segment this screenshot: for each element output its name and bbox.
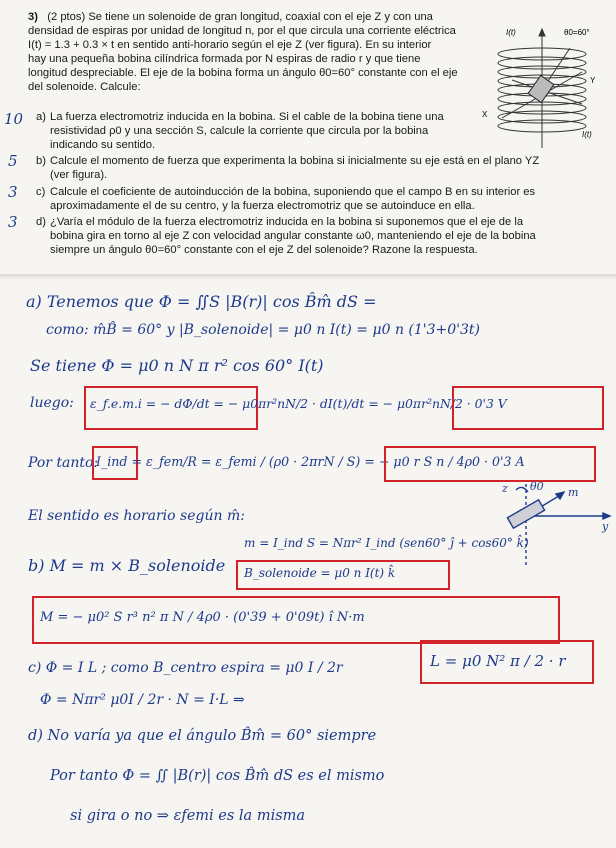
- item-d-label: d): [36, 216, 46, 228]
- item-d-line-0: ¿Varía el módulo de la fuerza electromotriz inducida en la bobina si suponemos que el eje de la: [50, 216, 524, 228]
- hw-line-7: El sentido es horario según m̂:: [28, 508, 245, 524]
- score-d: 3: [8, 213, 18, 231]
- hw-line-5: Por tanto:: [28, 455, 99, 471]
- coil-sketch: [476, 480, 616, 570]
- score-b: 5: [8, 152, 18, 170]
- answer-box-current-value: [384, 446, 596, 482]
- hw-line-17: si gira o no ⇒ εfemi es la misma: [70, 808, 306, 824]
- score-a: 10: [4, 110, 24, 128]
- hw-line-1: como: m̂B̂ = 60° y |B_solenoide| = μ0 n I(t) = μ0 n (1'3+0'3t): [46, 322, 481, 338]
- score-c: 3: [8, 183, 18, 201]
- statement-line-2: I(t) = 1.3 + 0.3 × t en sentido anti-horario según el eje Z (ver figura). En su interior: [28, 39, 432, 51]
- item-d-line-2: siempre un ángulo θ0=60° constante con el eje Z del solenoide? Razone la respuesta.: [50, 244, 478, 256]
- problem-points: (2 ptos): [47, 11, 86, 23]
- hw-line-0: a) Tenemos que Φ = ∬S |B(r)| cos B̂m̂ dS =: [26, 292, 377, 311]
- item-d-line-1: bobina gira en torno al eje Z con velocidad angular constante ω0, manteniendo el eje de la bobina: [50, 230, 536, 242]
- hw-line-13: Φ = Nπr² μ0I / 2r · N = I·L ⇒: [40, 692, 245, 708]
- item-b-label: b): [36, 155, 46, 167]
- item-b-line-1: (ver figura).: [50, 169, 108, 181]
- statement-line-0: Se tiene un solenoide de gran longitud, coaxial con el eje Z y con una: [88, 11, 433, 23]
- statement-line-3: hay una pequeña bobina cilíndrica formada por N espiras de radio r y que tiene: [28, 53, 421, 65]
- item-b-line-0: Calcule el momento de fuerza que experimenta la bobina si inicialmente su eje está en el plano YZ: [50, 155, 540, 167]
- item-c-line-1: aproximadamente el de su centro, y la fuerza electromotriz que se autoinduce en ella.: [50, 200, 475, 212]
- problem-number: 3): [28, 11, 38, 23]
- item-c: [36, 185, 595, 213]
- statement-line-4: longitud despreciable. El eje de la bobina forma un ángulo θ0=60° constante con el eje: [28, 67, 458, 79]
- hw-line-15: d) No varía ya que el ángulo B̂m̂ = 60° siempre: [28, 728, 377, 744]
- hw-line-10: B_solenoide = μ0 n I(t) k̂: [244, 566, 396, 580]
- item-a-label: a): [36, 111, 46, 123]
- hw-line-3: luego:: [30, 395, 74, 411]
- item-c-line-0: Calcule el coeficiente de autoinducción de la bobina, suponiendo que el campo B en su interior es: [50, 186, 536, 198]
- item-a-line-2: indicando su sentido.: [50, 139, 156, 151]
- problem-header: [28, 10, 483, 94]
- coil-m-label: m: [568, 486, 579, 499]
- hw-line-14: L = μ0 N² π / 2 · r: [430, 652, 566, 670]
- item-c-label: c): [36, 186, 46, 198]
- figure-current-label: I(t): [506, 28, 516, 37]
- item-d: [36, 215, 595, 257]
- item-a: [36, 110, 480, 152]
- answer-box-field: [236, 560, 450, 590]
- coil-y-label: y: [602, 520, 609, 533]
- hw-line-9: m = I_ind S = Nπr² I_ind (sen60° ĵ + cos60° k̂): [244, 536, 529, 550]
- item-a-line-1: resistividad ρ0 y una sección S, calcule la corriente que circula por la bobina: [50, 125, 429, 137]
- coil-sketch-icon: [476, 480, 616, 570]
- figure-y-label: Y: [590, 76, 596, 85]
- hw-line-6: I_ind = ε_fem/R = ε_femi / (ρ0 · 2πrN / S) = − μ0 r S n / 4ρ0 · 0'3 A: [96, 454, 525, 469]
- item-b: [36, 154, 595, 182]
- hw-line-12: c) Φ = I L ; como B_centro espira = μ0 I / 2r: [28, 660, 343, 676]
- page-fold: [0, 274, 616, 280]
- statement-line-1: densidad de espiras por unidad de longitud n, por el que circula una corriente eléctrica: [28, 25, 456, 37]
- figure-x-label: X: [482, 110, 488, 119]
- hw-line-11: M = − μ0² S r³ n² π N / 4ρ0 · (0'39 + 0'09t) î N·m: [40, 610, 365, 625]
- coil-z-label: z: [502, 482, 508, 495]
- figure-current-bottom-label: I(t): [582, 130, 592, 139]
- hw-line-8: b) M = m × B_solenoide: [28, 556, 226, 575]
- item-a-line-0: La fuerza electromotriz inducida en la bobina. Si el cable de la bobina tiene una: [50, 111, 444, 123]
- hw-line-2: Se tiene Φ = μ0 n N π r² cos 60° I(t): [30, 356, 324, 375]
- solenoid-figure: [478, 26, 606, 152]
- coil-theta-label: θ0: [530, 480, 544, 493]
- answer-box-fem-value: [452, 386, 604, 430]
- statement-line-5: del solenoide. Calcule:: [28, 81, 141, 93]
- figure-angle-label: θ0=60°: [564, 28, 590, 37]
- hw-line-16: Por tanto Φ = ∬ |B(r)| cos B̂m̂ dS es el mismo: [50, 768, 385, 784]
- hw-line-4: ε_f.e.m.i = − dΦ/dt = − μ0πr²nN/2 · dI(t)/dt = − μ0πr²nN/2 · 0'3 V: [90, 396, 507, 411]
